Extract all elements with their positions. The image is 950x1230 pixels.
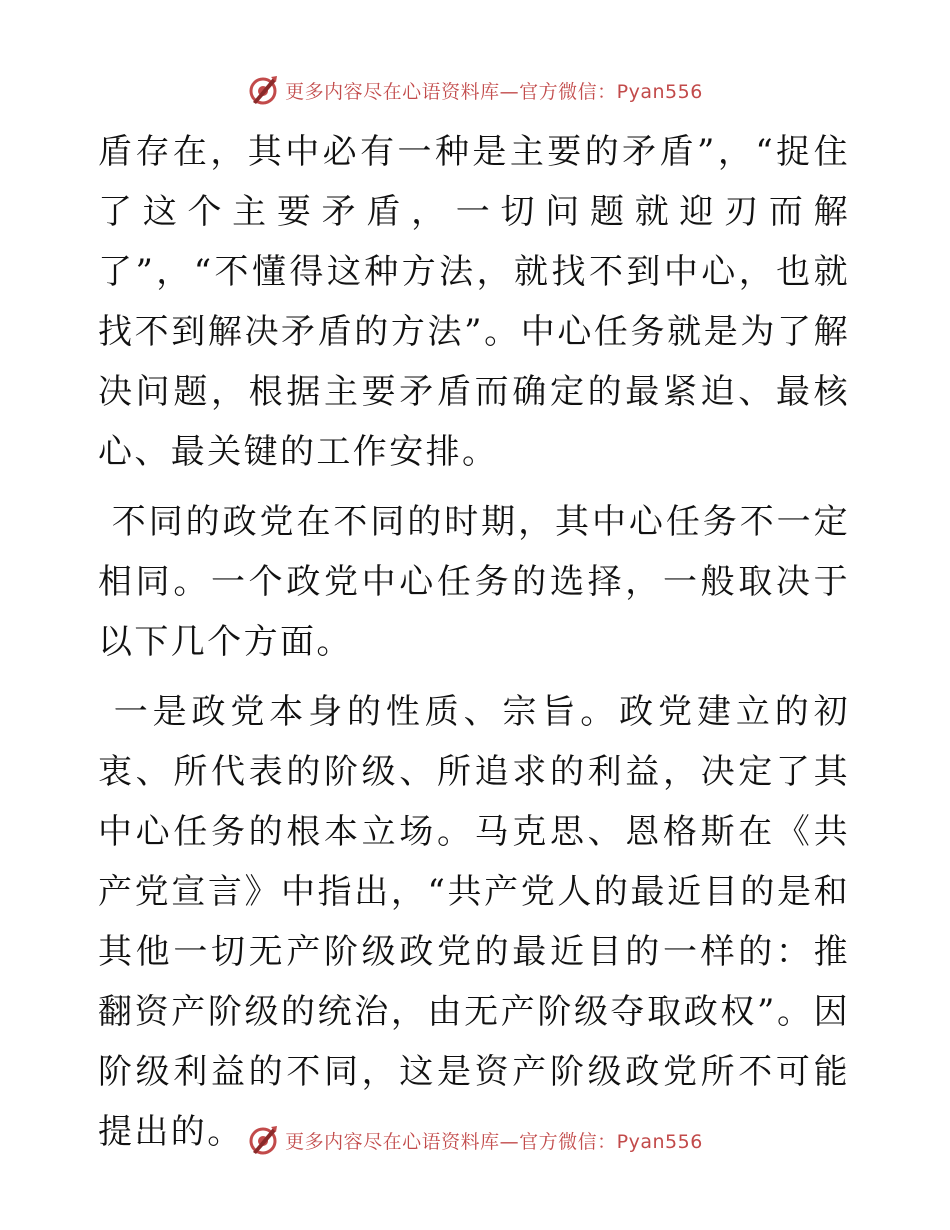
- quill-logo-icon: [247, 74, 279, 106]
- quill-logo-icon: [247, 1124, 279, 1156]
- paragraph-1: 盾存在，其中必有一种是主要的矛盾”，“捉住了这个主要矛盾，一切问题就迎刃而解了”，“不懂得这种方法，就找不到中心，也就找不到解决矛盾的方法”。中心任务就是为了解决问题，根据主要矛盾而确定的最紧迫、最核心、最关键的工作安排。: [98, 132, 850, 472]
- banner-text: 更多内容尽在心语资料库—官方微信：Pyan556: [285, 1130, 703, 1153]
- footer-banner: [0, 1120, 950, 1160]
- header-banner: [0, 70, 950, 110]
- paragraph-3: 一是政党本身的性质、宗旨。政党建立的初衷、所代表的阶级、所追求的利益，决定了其中心任务的根本立场。马克思、恩格斯在《共产党宣言》中指出，“共产党人的最近目的是和其他一切无产阶级政党的最近目的一样的：推翻资产阶级的统治，由无产阶级夺取政权”。因阶级利益的不同，这是资产阶级政党所不可能提出的。: [98, 692, 850, 1152]
- paragraph-2: 不同的政党在不同的时期，其中心任务不一定相同。一个政党中心任务的选择，一般取决于以下几个方面。: [98, 502, 850, 662]
- document-body: [98, 122, 850, 1162]
- banner-text: 更多内容尽在心语资料库—官方微信：Pyan556: [285, 80, 703, 103]
